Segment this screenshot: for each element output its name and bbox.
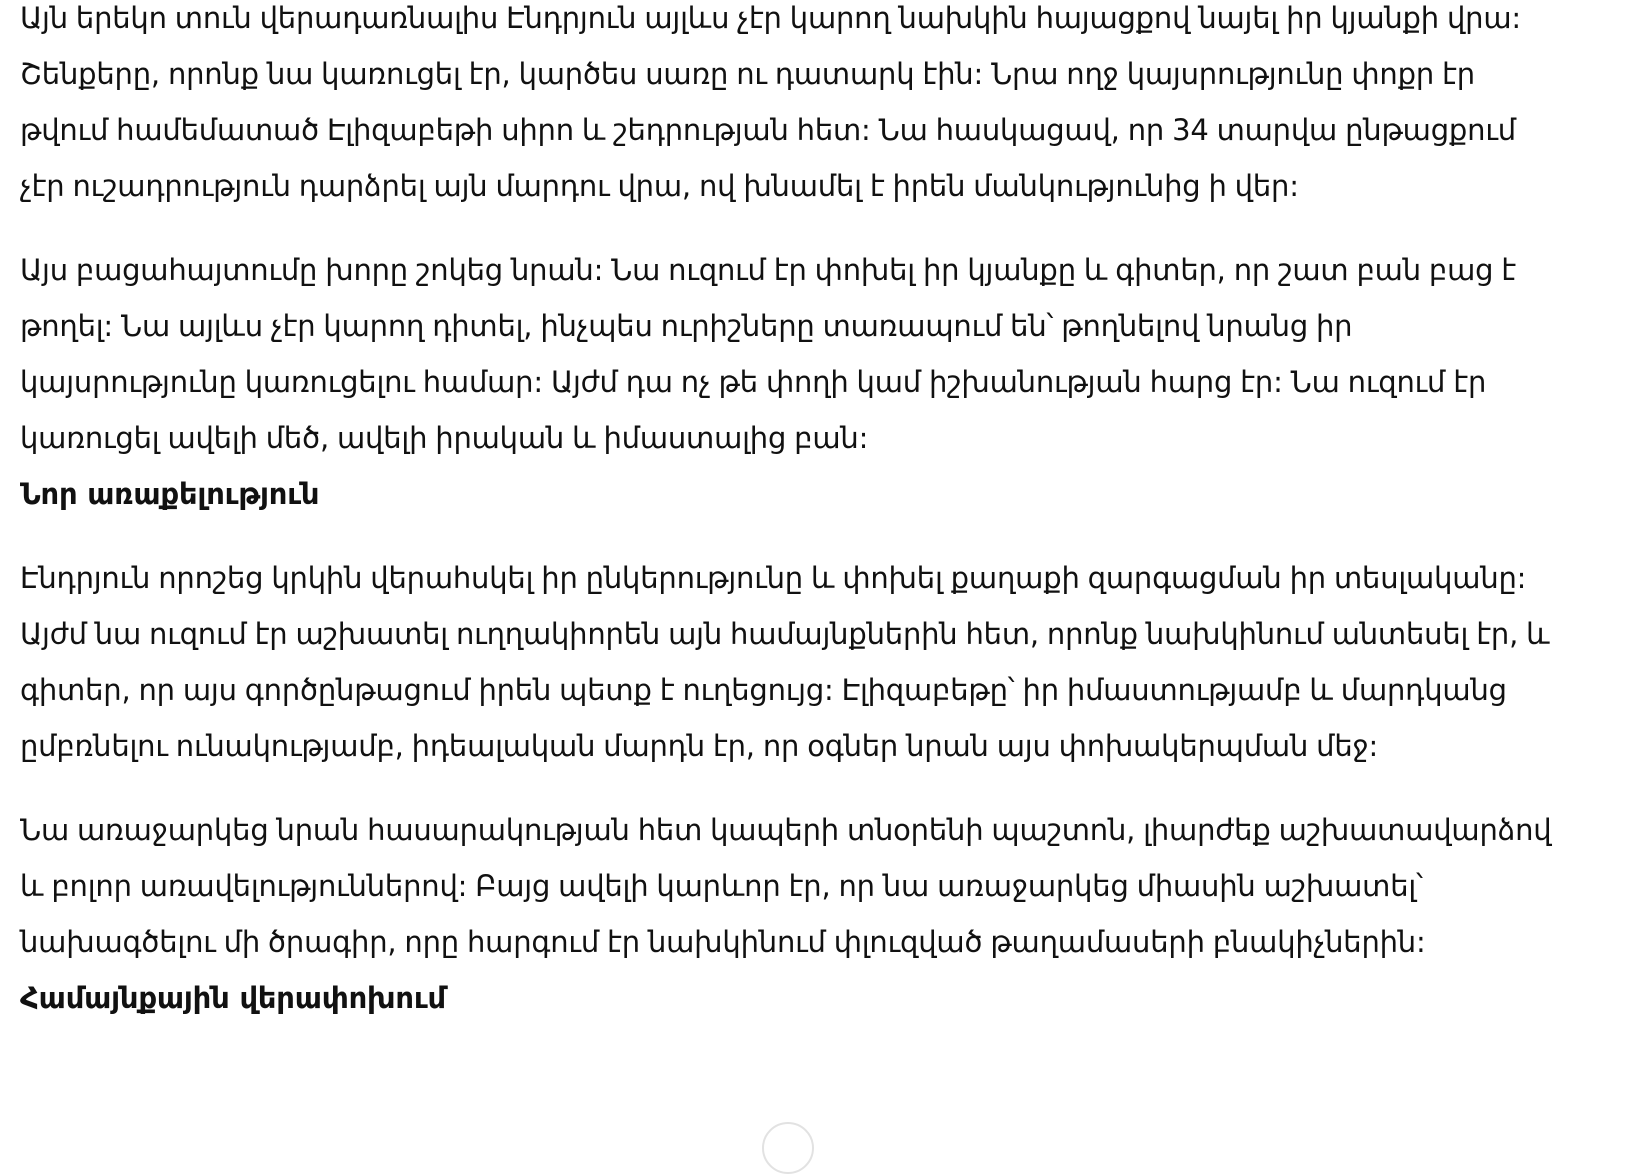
paragraph-2 bbox=[20, 242, 1580, 466]
paragraph-line: կայսրությունը կառուցելու համար: Այժմ դա ոչ թե փողի կամ իշխանության հարց էր: Նա ուզում էր bbox=[20, 365, 1487, 399]
paragraph-line: նախագծելու մի ծրագիր, որը հարգում էր նախկինում փլուզված թաղամասերի բնակիչներին: bbox=[20, 925, 1426, 959]
paragraph-4 bbox=[20, 802, 1580, 970]
article-body bbox=[20, 0, 1580, 1026]
paragraph-line: Նա առաջարկեց նրան հասարակության հետ կապերի տնօրենի պաշտոն, լիարժեք աշխատավարձով bbox=[20, 813, 1552, 847]
section-heading-community-transformation: Համայնքային վերափոխում bbox=[20, 981, 446, 1015]
paragraph-line: գիտեր, որ այս գործընթացում իրեն պետք է ուղեցույց: Էլիզաբեթը՝ իր իմաստությամբ և մարդկանց bbox=[20, 673, 1507, 707]
paragraph-line: Այս բացահայտումը խորը շոկեց նրան: Նա ուզում էր փոխել իր կյանքը և գիտեր, որ շատ բան բաց է bbox=[20, 253, 1517, 287]
paragraph-line: թողել: Նա այլևս չէր կարող դիտել, ինչպես ուրիշները տառապում են՝ թողնելով նրանց իր bbox=[20, 309, 1353, 343]
paragraph-1 bbox=[20, 0, 1580, 214]
paragraph-line: թվում համեմատած Էլիզաբեթի սիրո և շեդրության հետ: Նա հասկացավ, որ 34 տարվա ընթացքում bbox=[20, 113, 1516, 147]
scroll-down-button[interactable] bbox=[762, 1122, 814, 1174]
paragraph-line: կառուցել ավելի մեծ, ավելի իրական և իմաստալից բան: bbox=[20, 421, 869, 455]
paragraph-3 bbox=[20, 550, 1580, 774]
paragraph-line: չէր ուշադրություն դարձրել այն մարդու վրա, ով խնամել է իրեն մանկությունից ի վեր: bbox=[20, 169, 1299, 203]
paragraph-line: Այն երեկո տուն վերադառնալիս Էնդրյուն այլևս չէր կարող նախկին հայացքով նայել իր կյանքի վրա: bbox=[20, 1, 1521, 35]
paragraph-line: և բոլոր առավելություններով: Բայց ավելի կարևոր էր, որ նա առաջարկեց միասին աշխատել՝ bbox=[20, 869, 1423, 903]
paragraph-line: ըմբռնելու ունակությամբ, իդեալական մարդն էր, որ օգներ նրան այս փոխակերպման մեջ: bbox=[20, 729, 1379, 763]
section-heading-new-mission: Նոր առաքելություն bbox=[20, 477, 320, 511]
paragraph-line: Շենքերը, որոնք նա կառուցել էր, կարծես սառը ու դատարկ էին: Նրա ողջ կայսրությունը փոքր էր bbox=[20, 57, 1475, 91]
paragraph-line: Էնդրյուն որոշեց կրկին վերահսկել իր ընկերությունը և փոխել քաղաքի զարգացման իր տեսլականը: bbox=[20, 561, 1527, 595]
paragraph-line: Այժմ նա ուզում էր աշխատել ուղղակիորեն այն համայնքներին հետ, որոնք նախկինում անտեսել էր, և bbox=[20, 617, 1550, 651]
